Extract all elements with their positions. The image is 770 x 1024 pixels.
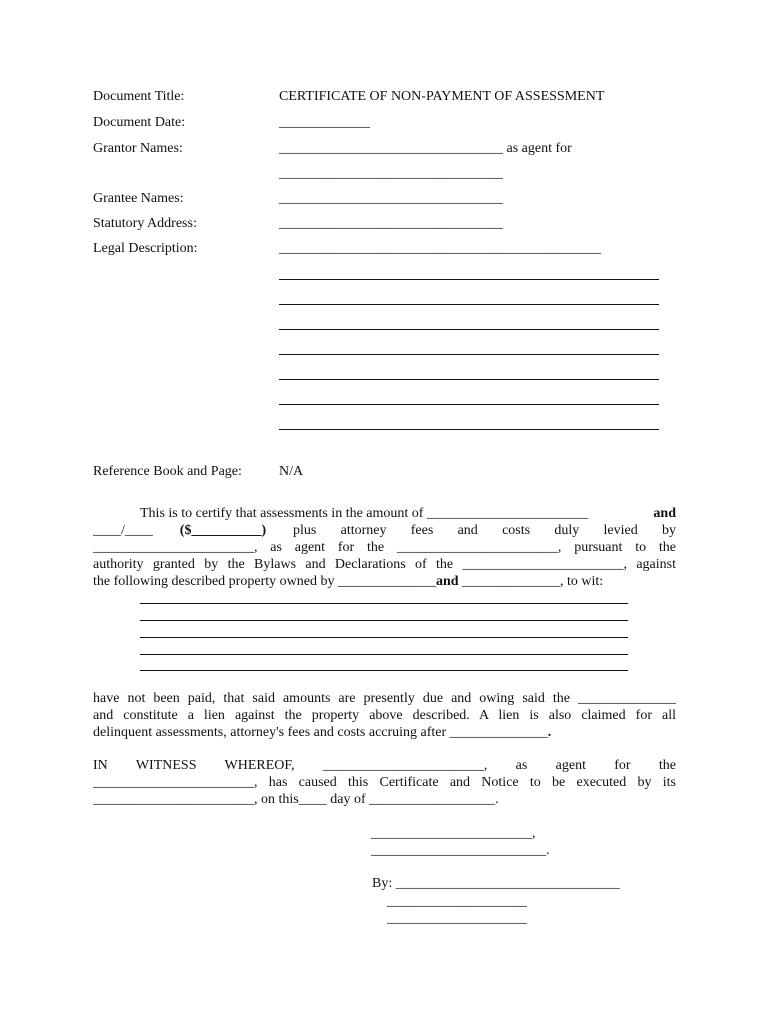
by-signature-field[interactable]: ________________________________: [395, 876, 620, 891]
amount-field[interactable]: ($__________): [179, 523, 267, 538]
period-field[interactable]: ____/____: [93, 523, 153, 538]
certify-and: and: [653, 506, 676, 521]
legal-description-line[interactable]: [279, 404, 659, 405]
property-line[interactable]: [140, 603, 628, 604]
witness-paragraph-line: _______________________, on this____ day of __________________.: [93, 792, 499, 807]
owner-and: and: [435, 574, 459, 589]
grantor-names-field[interactable]: ________________________________ as agent for: [279, 141, 572, 156]
property-line[interactable]: [140, 637, 628, 638]
certify-paragraph-line: _______________________, as agent for the _______________________, pursuant to the: [93, 540, 676, 555]
signer-title-line[interactable]: ____________________: [387, 911, 527, 926]
legal-description-line[interactable]: [279, 379, 659, 380]
unpaid-paragraph-line: have not been paid, that said amounts are presently due and owing said the ______________: [93, 691, 676, 706]
period-mark: .: [547, 725, 552, 740]
signature-line-2[interactable]: _________________________.: [371, 843, 550, 858]
legal-description-field[interactable]: ______________________________________________: [279, 241, 601, 256]
unpaid-paragraph-line: and constitute a lien against the property above described. A lien is also claimed for all: [93, 708, 676, 723]
certify-paragraph-line: [140, 505, 676, 522]
property-line[interactable]: [140, 654, 628, 655]
legal-description-line[interactable]: [279, 354, 659, 355]
property-line[interactable]: [140, 620, 628, 621]
document-title-label: Document Title:: [93, 89, 185, 104]
witness-paragraph-line: IN WITNESS WHEREOF, _______________________, as agent for the: [93, 758, 676, 773]
certify-text: plus attorney fees and costs duly levied by: [293, 523, 676, 538]
grantor-names-field-2[interactable]: ________________________________: [279, 166, 503, 181]
legal-description-line[interactable]: [279, 279, 659, 280]
grantee-names-field[interactable]: ________________________________: [279, 191, 503, 206]
grantor-names-label: Grantor Names:: [93, 141, 183, 156]
certify-text: This is to certify that assessments in the amount of _______________________: [140, 506, 588, 521]
certify-paragraph-line: authority granted by the Bylaws and Declarations of the _______________________, against: [93, 557, 676, 572]
signature-line-1[interactable]: _______________________,: [371, 826, 536, 841]
owner-field[interactable]: ______________,: [458, 574, 564, 589]
document-date-field[interactable]: _____________: [279, 115, 370, 130]
to-wit-text: to wit:: [563, 574, 604, 589]
document-date-label: Document Date:: [93, 115, 186, 130]
certify-paragraph-line: [93, 573, 676, 590]
reference-book-value: N/A: [279, 464, 304, 479]
legal-description-line[interactable]: [279, 304, 659, 305]
legal-description-line[interactable]: [279, 329, 659, 330]
document-title-value: CERTIFICATE OF NON-PAYMENT OF ASSESSMENT: [279, 89, 605, 104]
certify-paragraph-line: [93, 522, 676, 539]
reference-book-label: Reference Book and Page:: [93, 464, 242, 479]
statutory-address-label: Statutory Address:: [93, 216, 197, 231]
certify-text: the following described property owned by ______________: [93, 574, 436, 589]
property-line[interactable]: [140, 670, 628, 671]
statutory-address-field[interactable]: ________________________________: [279, 216, 503, 231]
signer-name-line[interactable]: ____________________: [387, 894, 527, 909]
legal-description-label: Legal Description:: [93, 241, 198, 256]
legal-description-line[interactable]: [279, 429, 659, 430]
by-signature-row: [372, 875, 620, 892]
by-label: By:: [372, 876, 396, 891]
unpaid-paragraph-line: [93, 724, 676, 741]
unpaid-text: delinquent assessments, attorney's fees and costs accruing after ______________: [93, 725, 548, 740]
witness-paragraph-line: _______________________, has caused this Certificate and Notice to be executed by its: [93, 775, 676, 790]
grantee-names-label: Grantee Names:: [93, 191, 184, 206]
